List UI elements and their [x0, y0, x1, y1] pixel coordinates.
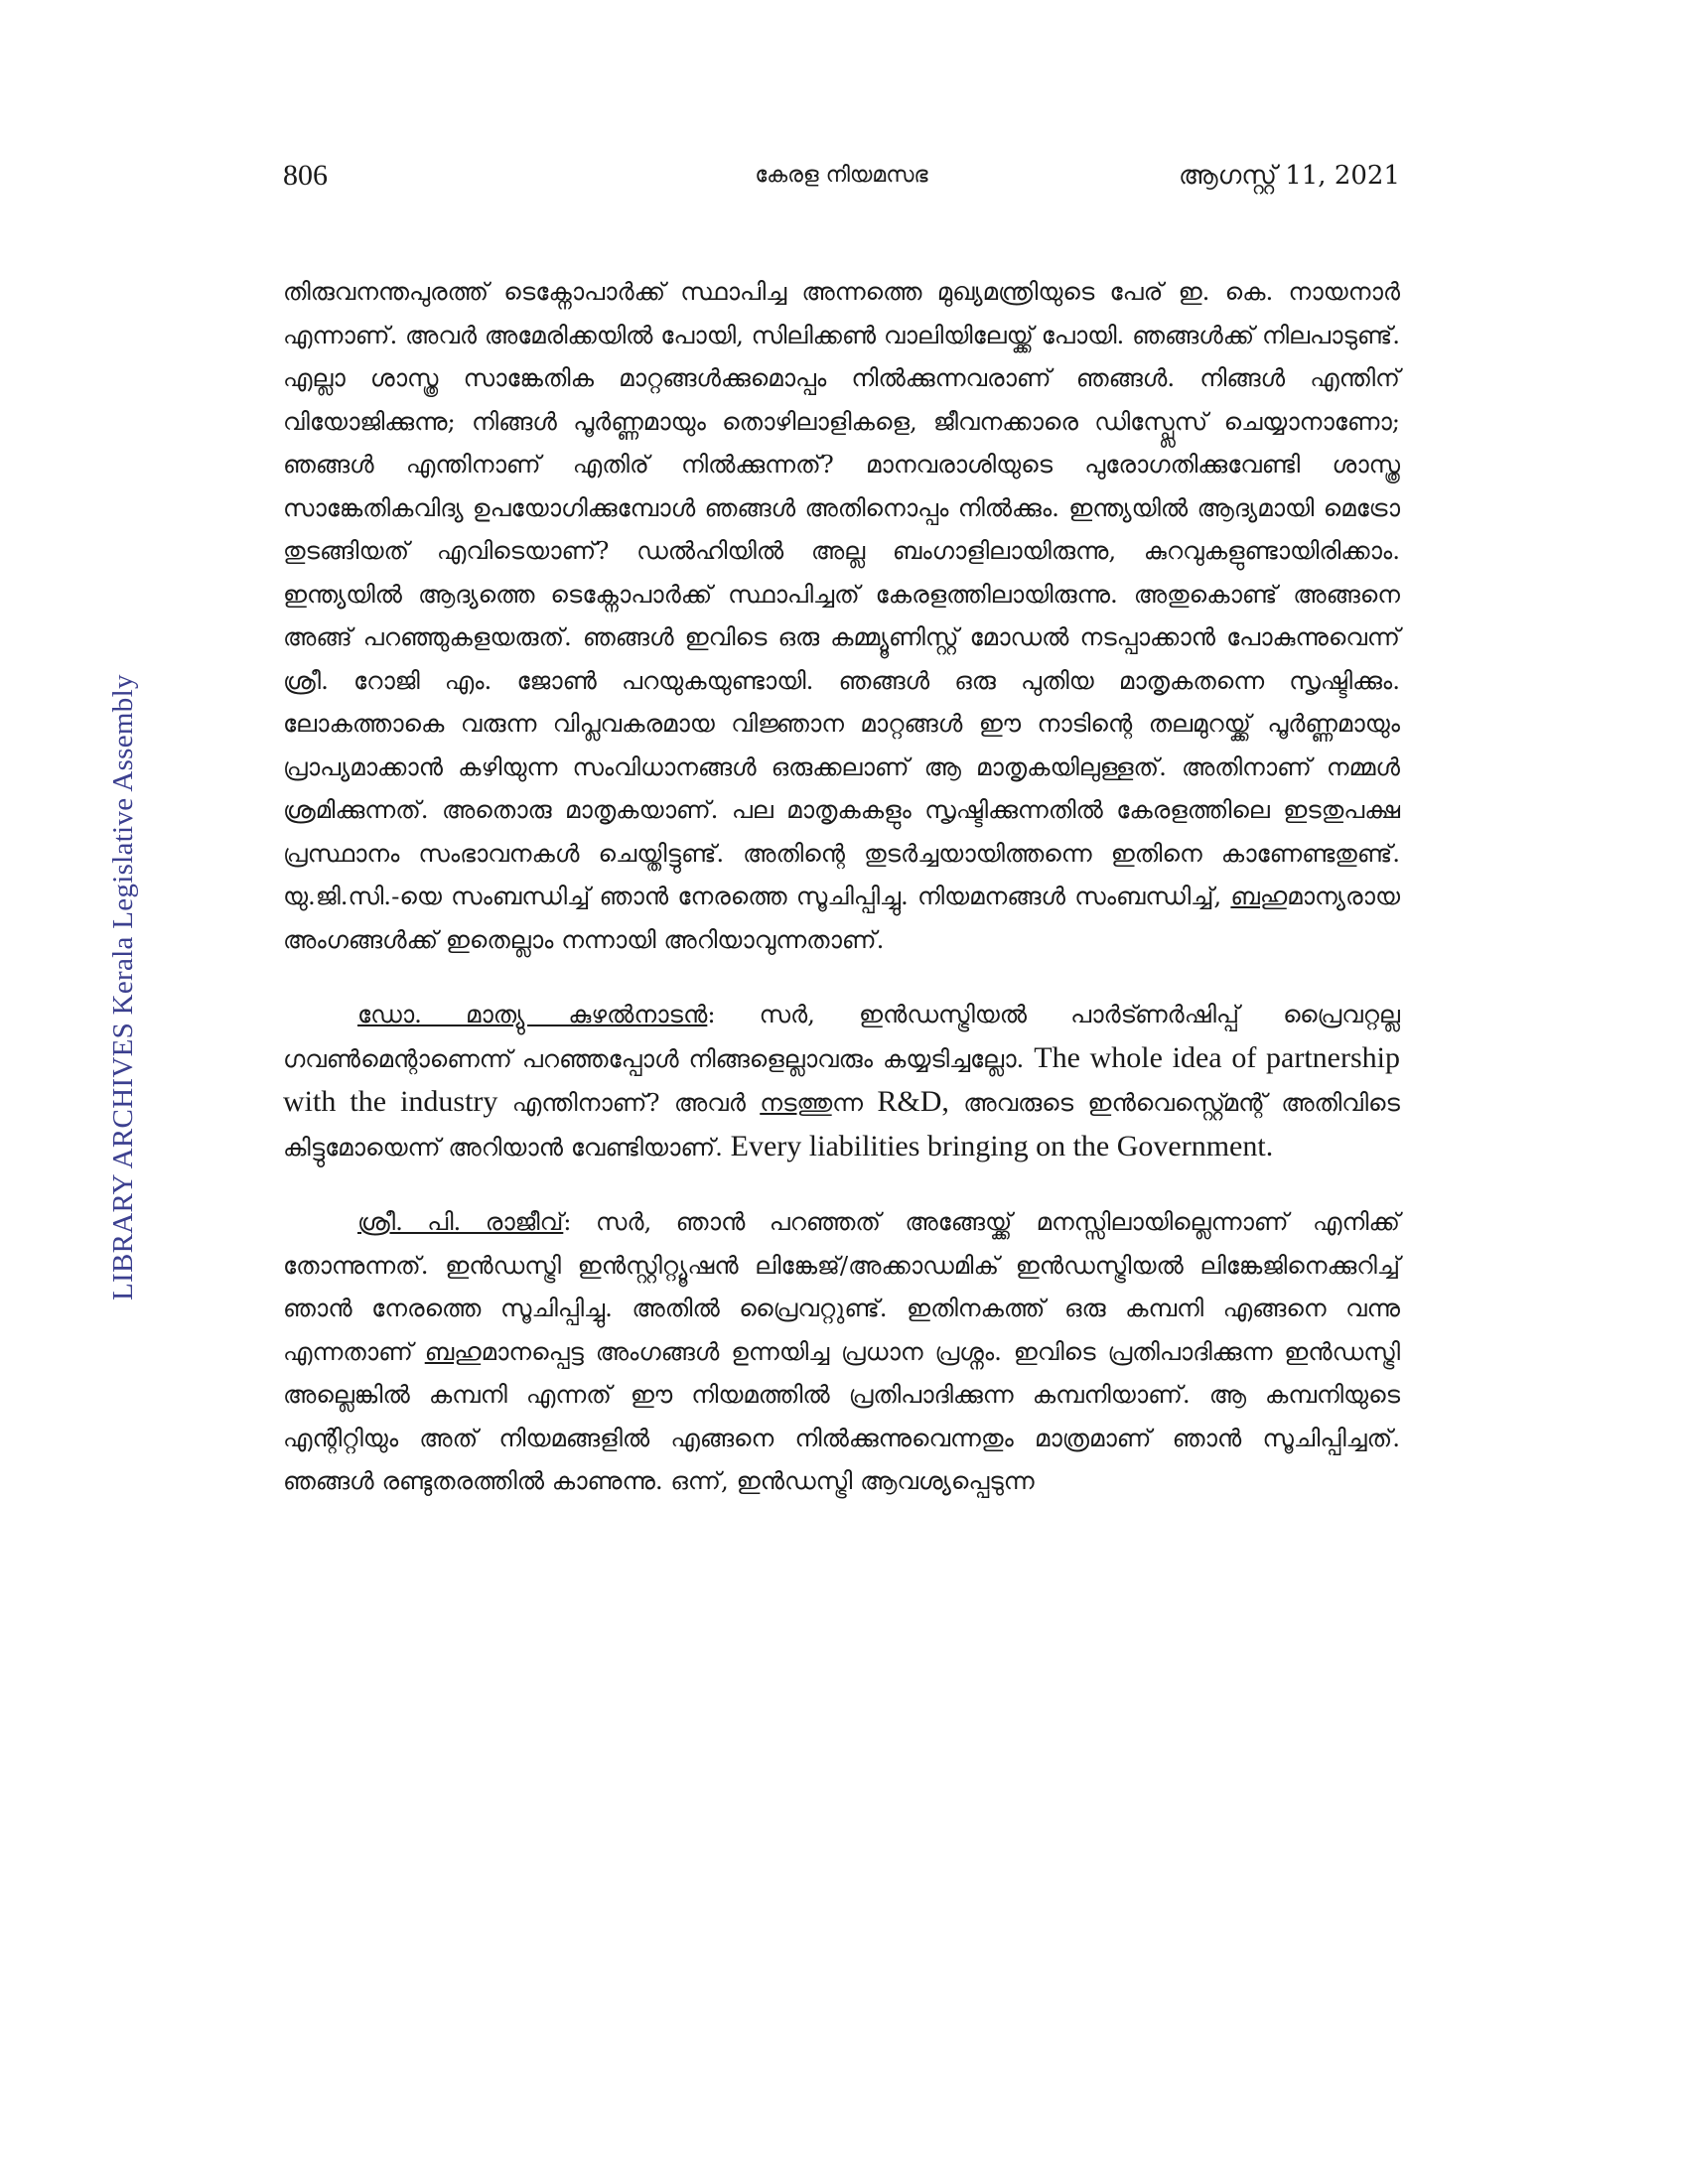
paragraph-text: എന്തിനാണ്? അവർ: [497, 1088, 761, 1117]
paragraph-text: ന്ന: [832, 1088, 878, 1117]
underlined-text: ബഹു: [1230, 882, 1288, 910]
assembly-name: കേരള നിയമസഭ: [755, 163, 928, 188]
library-archives-stamp: LIBRARY ARCHIVES Kerala Legislative Assembly: [107, 674, 139, 1300]
paragraph-text: : സർ, ഞാൻ പറഞ്ഞത് അങ്ങേയ്ക്ക് മനസ്സിലായില്ലെന്നാണ് എനിക്ക് തോന്നുന്നത്. ഇൻഡസ്ട്രി ഇൻസ്റ്റിറ്റ്യൂഷൻ ലിങ്കേജ്/അക്കാഡമിക് ഇൻഡസ്ട്രിയൽ ലിങ്കേജിനെക്കുറിച്ച് ഞാൻ നേരത്തെ സൂചിപ്പിച്ചു. അതിൽ പ്രൈവറ്റുണ്ട്. ഇതിനകത്ത് ഒരു കമ്പനി എങ്ങനെ വന്നു എന്നതാണ്: [283, 1207, 1400, 1366]
header-date: ആഗസ്റ്റ് 11, 2021: [1179, 161, 1400, 191]
page-number: 806: [283, 159, 328, 192]
paragraph-text: മാനപ്പെട്ട അംഗങ്ങൾ ഉന്നയിച്ച പ്രധാന പ്രശ്നം. ഇവിടെ പ്രതിപാദിക്കുന്ന ഇൻഡസ്ട്രി അല്ലെങ്കിൽ കമ്പനി എന്നത് ഈ നിയമത്തിൽ പ്രതിപാദിക്കുന്ന കമ്പനിയാണ്. ആ കമ്പനിയുടെ എന്റിറ്റിയും അത് നിയമങ്ങളിൽ എങ്ങനെ നിൽക്കുന്നുവെന്നതും മാത്രമാണ് ഞാൻ സൂചിപ്പിച്ചത്. ഞങ്ങൾ രണ്ടുതരത്തിൽ കാണുന്നു. ഒന്ന്, ഇൻഡസ്ട്രി ആവശ്യപ്പെടുന്ന: [283, 1336, 1401, 1495]
speaker-name: ശ്രീ. പി. രാജീവ്: [357, 1207, 564, 1236]
speaker-name: ഡോ. മാത്യു കുഴൽനാടൻ: [357, 1000, 708, 1028]
paragraph-3: [283, 1200, 1400, 1503]
paragraph-1: [283, 270, 1400, 961]
paragraph-2: [283, 993, 1400, 1168]
paragraph-text: : സർ, ഇൻഡസ്ട്രിയൽ പാർട്ണർഷിപ്പ് പ്രൈവറ്റല്ല ഗവൺമെന്റാണെന്ന് പറഞ്ഞപ്പോൾ നിങ്ങളെല്ലാവരും കയ്യടിച്ചല്ലോ.: [283, 1000, 1400, 1073]
paragraph-text: അവരുടെ ഇൻവെസ്റ്റ്മെന്റ് അതിവിടെ കിട്ടുമോയെന്ന് അറിയാൻ വേണ്ടിയാണ്.: [283, 1088, 1400, 1161]
underlined-text: ബഹു: [424, 1336, 482, 1366]
document-body: [283, 270, 1400, 1535]
paragraph-text: തിരുവനന്തപുരത്ത് ടെക്നോപാർക്ക് സ്ഥാപിച്ച അന്നത്തെ മുഖ്യമന്ത്രിയുടെ പേര് ഇ. കെ. നായനാർ എന്നാണ്. അവർ അമേരിക്കയിൽ പോയി, സിലിക്കൺ വാലിയിലേയ്ക്ക് പോയി. ഞങ്ങൾക്ക് നിലപാടുണ്ട്. എല്ലാ ശാസ്ത്ര സാങ്കേതിക മാറ്റങ്ങൾക്കുമൊപ്പം നിൽക്കുന്നവരാണ് ഞങ്ങൾ. നിങ്ങൾ എന്തിന് വിയോജിക്കുന്നു; നിങ്ങൾ പൂർണ്ണമായും തൊഴിലാളികളെ, ജീവനക്കാരെ ഡിസ്പ്ലേസ് ചെയ്യാനാണോ; ഞങ്ങൾ എന്തിനാണ് എതിര് നിൽക്കുന്നത്? മാനവരാശിയുടെ പുരോഗതിക്കുവേണ്ടി ശാസ്ത്ര സാങ്കേതികവിദ്യ ഉപയോഗിക്കുമ്പോൾ ഞങ്ങൾ അതിനൊപ്പം നിൽക്കും. ഇന്ത്യയിൽ ആദ്യമായി മെട്രോ തുടങ്ങിയത് എവിടെയാണ്? ഡൽഹിയിൽ അല്ല ബംഗാളിലായിരുന്നു, കുറവുകളുണ്ടായിരിക്കാം. ഇന്ത്യയിൽ ആദ്യത്തെ ടെക്നോപാർക്ക് സ്ഥാപിച്ചത് കേരളത്തിലായിരുന്നു. അതുകൊണ്ട് അങ്ങനെ അങ്ങ് പറഞ്ഞുകളയരുത്. ഞങ്ങൾ ഇവിടെ ഒരു കമ്മ്യൂണിസ്റ്റ് മോഡൽ നടപ്പാക്കാൻ പോകുന്നുവെന്ന് ശ്രീ. റോജി എം. ജോൺ പറയുകയുണ്ടായി. ഞങ്ങൾ ഒരു പുതിയ മാതൃകതന്നെ സൃഷ്ടിക്കും. ലോകത്താകെ വരുന്ന വിപ്ലവകരമായ വിജ്ഞാന മാറ്റങ്ങൾ ഈ നാടിന്റെ തലമുറയ്ക്ക് പൂർണ്ണമായും പ്രാപ്യമാക്കാൻ കഴിയുന്ന സംവിധാനങ്ങൾ ഒരുക്കലാണ് ആ മാതൃകയിലുള്ളത്. അതിനാണ് നമ്മൾ ശ്രമിക്കുന്നത്. അതൊരു മാതൃകയാണ്. പല മാതൃകകളും സൃഷ്ടിക്കുന്നതിൽ കേരളത്തിലെ ഇടതുപക്ഷ പ്രസ്ഥാനം സംഭാവനകൾ ചെയ്തിട്ടുണ്ട്. അതിന്റെ തുടർച്ചയായിത്തന്നെ ഇതിനെ കാണേണ്ടതുണ്ട്. യു.ജി.സി.-യെ സംബന്ധിച്ച് ഞാൻ നേരത്തെ സൂചിപ്പിച്ചു. നിയമനങ്ങൾ സംബന്ധിച്ച്,: [283, 277, 1400, 910]
english-text: R&D,: [877, 1085, 949, 1118]
paragraph-text: മാന്യരായ അംഗങ്ങൾക്ക് ഇതെല്ലാം നന്നായി അറിയാവുന്നതാണ്.: [283, 882, 1400, 954]
page-header: [283, 159, 1400, 203]
english-text: Every liabilities bringing on the Government.: [730, 1129, 1274, 1162]
english-text: The whole idea of partnership with the industry: [283, 1040, 1400, 1118]
underlined-text: നടത്തു: [760, 1088, 833, 1117]
